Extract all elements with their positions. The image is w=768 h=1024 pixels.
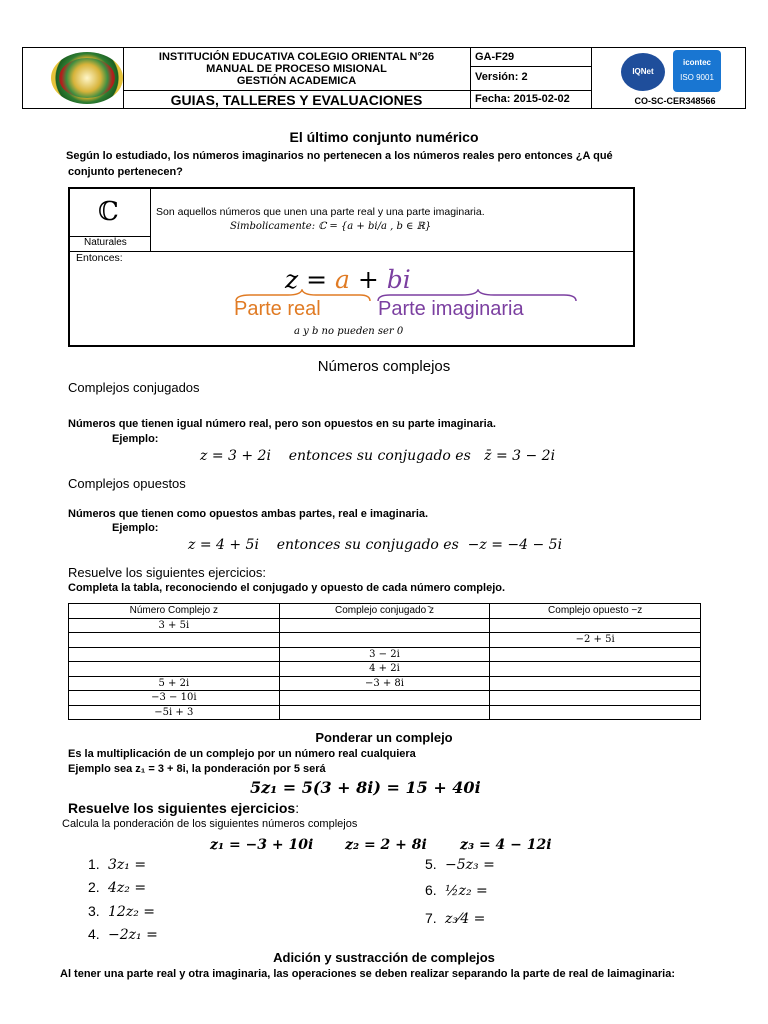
- item-expression: −2z₁ =: [108, 927, 158, 943]
- cert-code: CO-SC-CER348566: [634, 96, 716, 106]
- iso-label: ISO 9001: [680, 73, 714, 82]
- table-cell[interactable]: [490, 618, 701, 633]
- table-cell[interactable]: [279, 691, 490, 706]
- table-cell[interactable]: [279, 633, 490, 648]
- item-number: 7.: [425, 910, 437, 926]
- plus-sign: +: [349, 265, 387, 294]
- header-divider: [123, 90, 591, 91]
- table-cell[interactable]: [490, 647, 701, 662]
- item-number: 1.: [88, 856, 100, 872]
- section-title-complejos: Números complejos: [317, 358, 451, 375]
- intro-text-line2: conjunto pertenecen?: [68, 166, 183, 178]
- exercise-item-7: [425, 910, 485, 927]
- exercise-item-3: [88, 903, 155, 920]
- exercise-instr-2: Calcula la ponderación de los siguientes números complejos: [62, 818, 358, 830]
- set-label: Naturales: [84, 237, 127, 248]
- exercise-title-1: Resuelve los siguientes ejercicios:: [68, 565, 266, 580]
- exercise-title-text: Resuelve los siguientes ejercicios: [68, 800, 296, 816]
- school-seal-icon: [59, 58, 115, 98]
- complex-set-symbol: ℂ: [98, 197, 119, 227]
- exercise-item-6: [425, 882, 488, 899]
- exercise-item-1: [88, 856, 146, 873]
- item-expression: 12z₂ =: [108, 904, 155, 920]
- item-expression: 3z₁ =: [108, 857, 147, 873]
- set-definition: Son aquellos números que unen una parte real y una parte imaginaria.: [156, 206, 485, 218]
- col-header-conjugate: Complejo conjugado ̄z: [279, 604, 490, 619]
- table-cell[interactable]: 4 + 2i: [279, 662, 490, 677]
- item-expression: z₃⁄4 =: [445, 911, 486, 927]
- table-cell[interactable]: [490, 676, 701, 691]
- parte-imaginaria-label: Parte imaginaria: [378, 298, 524, 320]
- opposite-example: z = 4 + 5i entonces su conjugado es −z = −4 − 5i: [188, 537, 563, 553]
- doc-title: GUIAS, TALLERES Y EVALUACIONES: [170, 92, 423, 108]
- table-row: [69, 705, 701, 720]
- entonces-label: Entonces:: [76, 252, 123, 264]
- parte-real-label: Parte real: [234, 298, 321, 320]
- table-cell[interactable]: [69, 647, 280, 662]
- z-equals: z =: [285, 265, 336, 294]
- z1-definition: z₁ = −3 + 10i: [210, 837, 314, 853]
- item-expression: ½z₂ =: [445, 883, 488, 899]
- table-cell[interactable]: 3 + 5i: [69, 618, 280, 633]
- doc-version: Versión: 2: [475, 71, 528, 83]
- table-cell[interactable]: −3 + 8i: [279, 676, 490, 691]
- table-cell[interactable]: [490, 691, 701, 706]
- exercise-title-2: [68, 800, 299, 816]
- item-number: 3.: [88, 903, 100, 919]
- doc-date: Fecha: 2015-02-02: [475, 93, 570, 105]
- opuestos-title: Complejos opuestos: [68, 476, 186, 491]
- nonzero-note: a y b no pueden ser 0: [294, 326, 404, 337]
- complex-set-box: [68, 187, 635, 347]
- item-number: 6.: [425, 882, 437, 898]
- conjugados-def: Números que tienen igual número real, pero son opuestos en su parte imaginaria.: [68, 418, 496, 430]
- exercise-item-2: [88, 879, 146, 896]
- table-cell[interactable]: [279, 618, 490, 633]
- item-expression: −5z₃ =: [445, 857, 495, 873]
- iqnet-cert-icon: [621, 53, 665, 91]
- table-cell[interactable]: −3 − 10i: [69, 691, 280, 706]
- table-row: [69, 662, 701, 677]
- table-cell[interactable]: [490, 662, 701, 677]
- section-title-adicion: Adición y sustracción de complejos: [273, 950, 495, 965]
- z2-definition: z₂ = 2 + 8i: [345, 837, 427, 853]
- table-cell[interactable]: −2 + 5i: [490, 633, 701, 648]
- real-part-a: a: [335, 265, 350, 294]
- ponderar-formula: 5z₁ = 5(3 + 8i) = 15 + 40i: [250, 778, 481, 797]
- z3-definition: z₃ = 4 − 12i: [460, 837, 552, 853]
- exercise-title-colon: :: [295, 800, 300, 816]
- iqnet-label: IQNet: [632, 67, 654, 76]
- school-logo: [51, 52, 123, 104]
- box-divider: [150, 189, 151, 251]
- ponderar-def: Es la multiplicación de un complejo por un número real cualquiera: [68, 748, 416, 760]
- icontec-label: icontec: [682, 58, 711, 67]
- table-row: [69, 618, 701, 633]
- icontec-cert-icon: [673, 50, 721, 92]
- conjugate-table: [68, 603, 701, 720]
- manual-name: MANUAL DE PROCESO MISIONAL: [206, 63, 387, 75]
- table-cell[interactable]: [69, 662, 280, 677]
- table-cell[interactable]: [490, 705, 701, 720]
- exercise-item-4: [88, 926, 158, 943]
- example-label: Ejemplo:: [112, 522, 159, 534]
- header-divider: [470, 48, 471, 108]
- section-title-ponderar: Ponderar un complejo: [315, 730, 453, 745]
- table-cell[interactable]: 5 + 2i: [69, 676, 280, 691]
- document-header: [22, 47, 746, 109]
- item-number: 4.: [88, 926, 100, 942]
- exercise-item-5: [425, 856, 495, 873]
- ponderar-example: Ejemplo sea z₁ = 3 + 8i, la ponderación por 5 será: [68, 763, 326, 775]
- gestion-name: GESTIÓN ACADEMICA: [236, 75, 357, 87]
- table-row: [69, 633, 701, 648]
- section-title-ultimo: El último conjunto numérico: [289, 129, 479, 145]
- table-row: [69, 647, 701, 662]
- table-cell[interactable]: 3 − 2i: [279, 647, 490, 662]
- table-row: [69, 676, 701, 691]
- table-row: [69, 691, 701, 706]
- table-cell[interactable]: [69, 633, 280, 648]
- col-header-opposite: Complejo opuesto −z: [490, 604, 701, 619]
- header-divider: [591, 48, 592, 108]
- header-divider: [470, 66, 591, 67]
- col-header-complex: Número Complejo z: [69, 604, 280, 619]
- set-symbolic: Simbolicamente: ℂ = {a + bi/a , b ∈ ℝ}: [230, 221, 432, 232]
- exercise-instr-1: Completa la tabla, reconociendo el conjugado y opuesto de cada número complejo.: [68, 582, 506, 594]
- box-divider: [70, 251, 633, 252]
- conjugate-example: z = 3 + 2i entonces su conjugado es z̄ = 3 − 2i: [200, 448, 556, 464]
- item-number: 2.: [88, 879, 100, 895]
- item-number: 5.: [425, 856, 437, 872]
- imag-part-bi: bi: [386, 265, 411, 294]
- table-header-row: [69, 604, 701, 619]
- opuestos-def: Números que tienen como opuestos ambas partes, real e imaginaria.: [68, 508, 429, 520]
- item-expression: 4z₂ =: [108, 880, 147, 896]
- example-label: Ejemplo:: [112, 433, 159, 445]
- conjugados-title: Complejos conjugados: [68, 380, 200, 395]
- intro-text-line1: Según lo estudiado, los números imaginarios no pertenecen a los números reales pero entonces ¿A qué: [66, 150, 613, 162]
- doc-code: GA-F29: [475, 51, 515, 63]
- adicion-def: Al tener una parte real y otra imaginaria, las operaciones se deben realizar separando la parte de real de laimaginaria:: [60, 968, 676, 980]
- table-cell[interactable]: [279, 705, 490, 720]
- table-cell[interactable]: −5i + 3: [69, 705, 280, 720]
- institution-name: INSTITUCIÓN EDUCATIVA COLEGIO ORIENTAL N°26: [158, 51, 435, 63]
